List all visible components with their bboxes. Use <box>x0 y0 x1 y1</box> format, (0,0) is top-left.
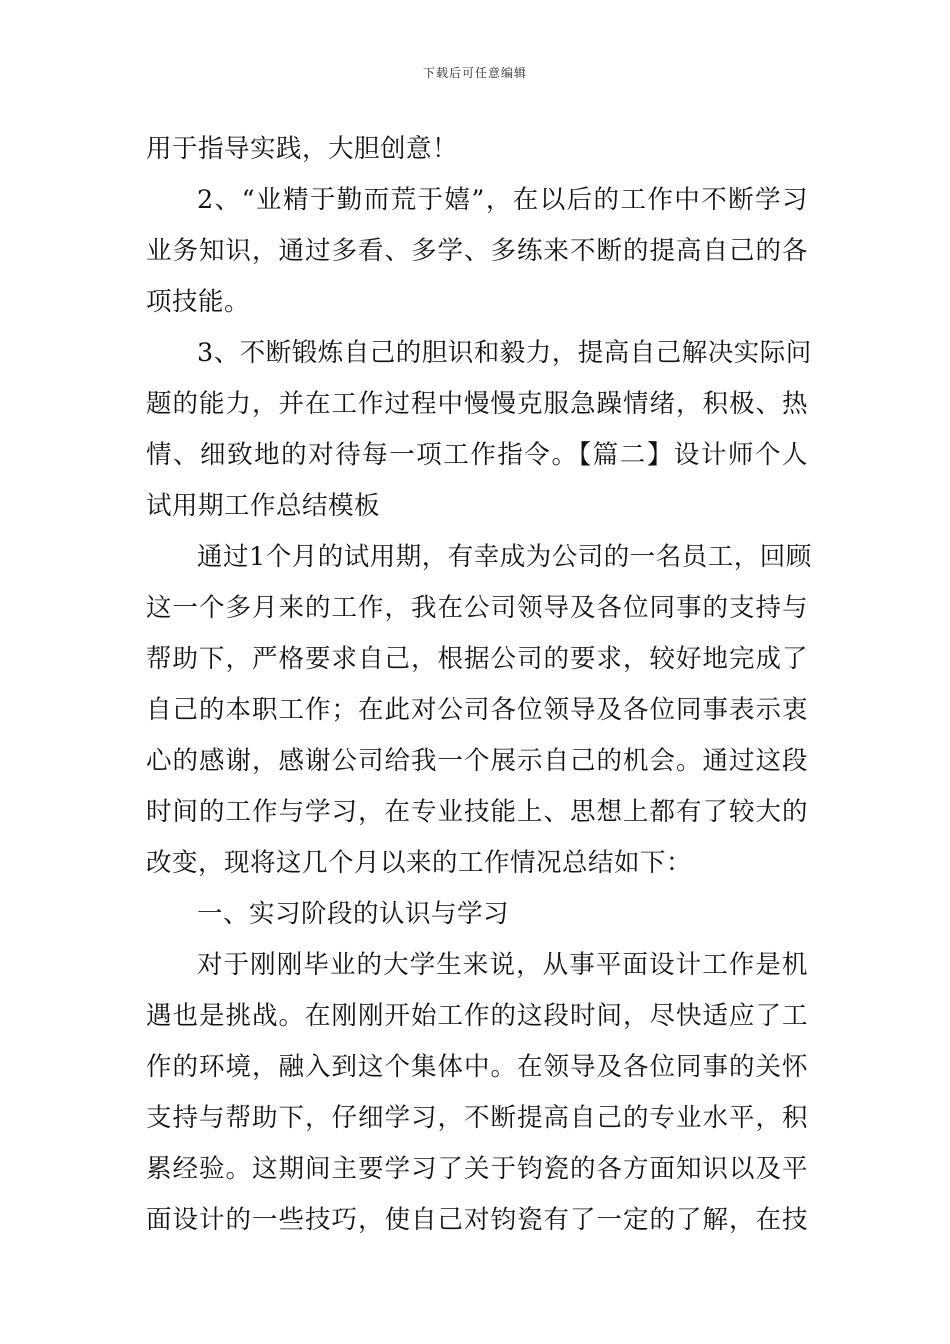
section-heading: 一、实习阶段的认识与学习 <box>197 899 510 929</box>
text-line: 题的能力，并在工作过程中慢慢克服急躁情绪，积极、热 <box>146 389 808 419</box>
text-line: 面设计的一些技巧，使自己对钧瓷有了一定的了解，在技 <box>146 1205 808 1235</box>
text-line: 自己的本职工作；在此对公司各位领导及各位同事表示衷 <box>146 695 808 725</box>
text-line: 项技能。 <box>146 287 251 317</box>
text-line: 改变，现将这几个月以来的工作情况总结如下： <box>146 848 693 878</box>
text-line: 业务知识，通过多看、多学、多练来不断的提高自己的各 <box>146 236 808 266</box>
text-line: 心的感谢，感谢公司给我一个展示自己的机会。通过这段 <box>146 746 808 776</box>
page-header: 下载后可任意编辑 <box>422 66 527 80</box>
text-line: 情、细致地的对待每一项工作指令。【篇二】设计师个人 <box>146 440 808 470</box>
document-body <box>146 124 812 1246</box>
text-line: 3、不断锻炼自己的胆识和毅力，提高自己解决实际问 <box>197 338 812 368</box>
text-line: 支持与帮助下，仔细学习，不断提高自己的专业水平，积 <box>146 1103 808 1133</box>
text-line: 对于刚刚毕业的大学生来说，从事平面设计工作是机 <box>197 950 808 980</box>
text-line: 作的环境，融入到这个集体中。在领导及各位同事的关怀 <box>146 1052 808 1082</box>
text-line: 用于指导实践，大胆创意！ <box>146 134 459 164</box>
text-line: 这一个多月来的工作，我在公司领导及各位同事的支持与 <box>146 593 808 623</box>
text-line: 帮助下，严格要求自己，根据公司的要求，较好地完成了 <box>146 644 808 674</box>
text-line: 累经验。这期间主要学习了关于钧瓷的各方面知识以及平 <box>146 1154 808 1184</box>
text-line: 通过1个月的试用期，有幸成为公司的一名员工，回顾 <box>197 542 812 572</box>
text-line: 2、“业精于勤而荒于嬉”，在以后的工作中不断学习 <box>197 185 808 215</box>
text-line: 遇也是挑战。在刚刚开始工作的这段时间，尽快适应了工 <box>146 1001 808 1031</box>
text-line: 试用期工作总结模板 <box>146 491 381 521</box>
text-line: 时间的工作与学习，在专业技能上、思想上都有了较大的 <box>146 797 808 827</box>
